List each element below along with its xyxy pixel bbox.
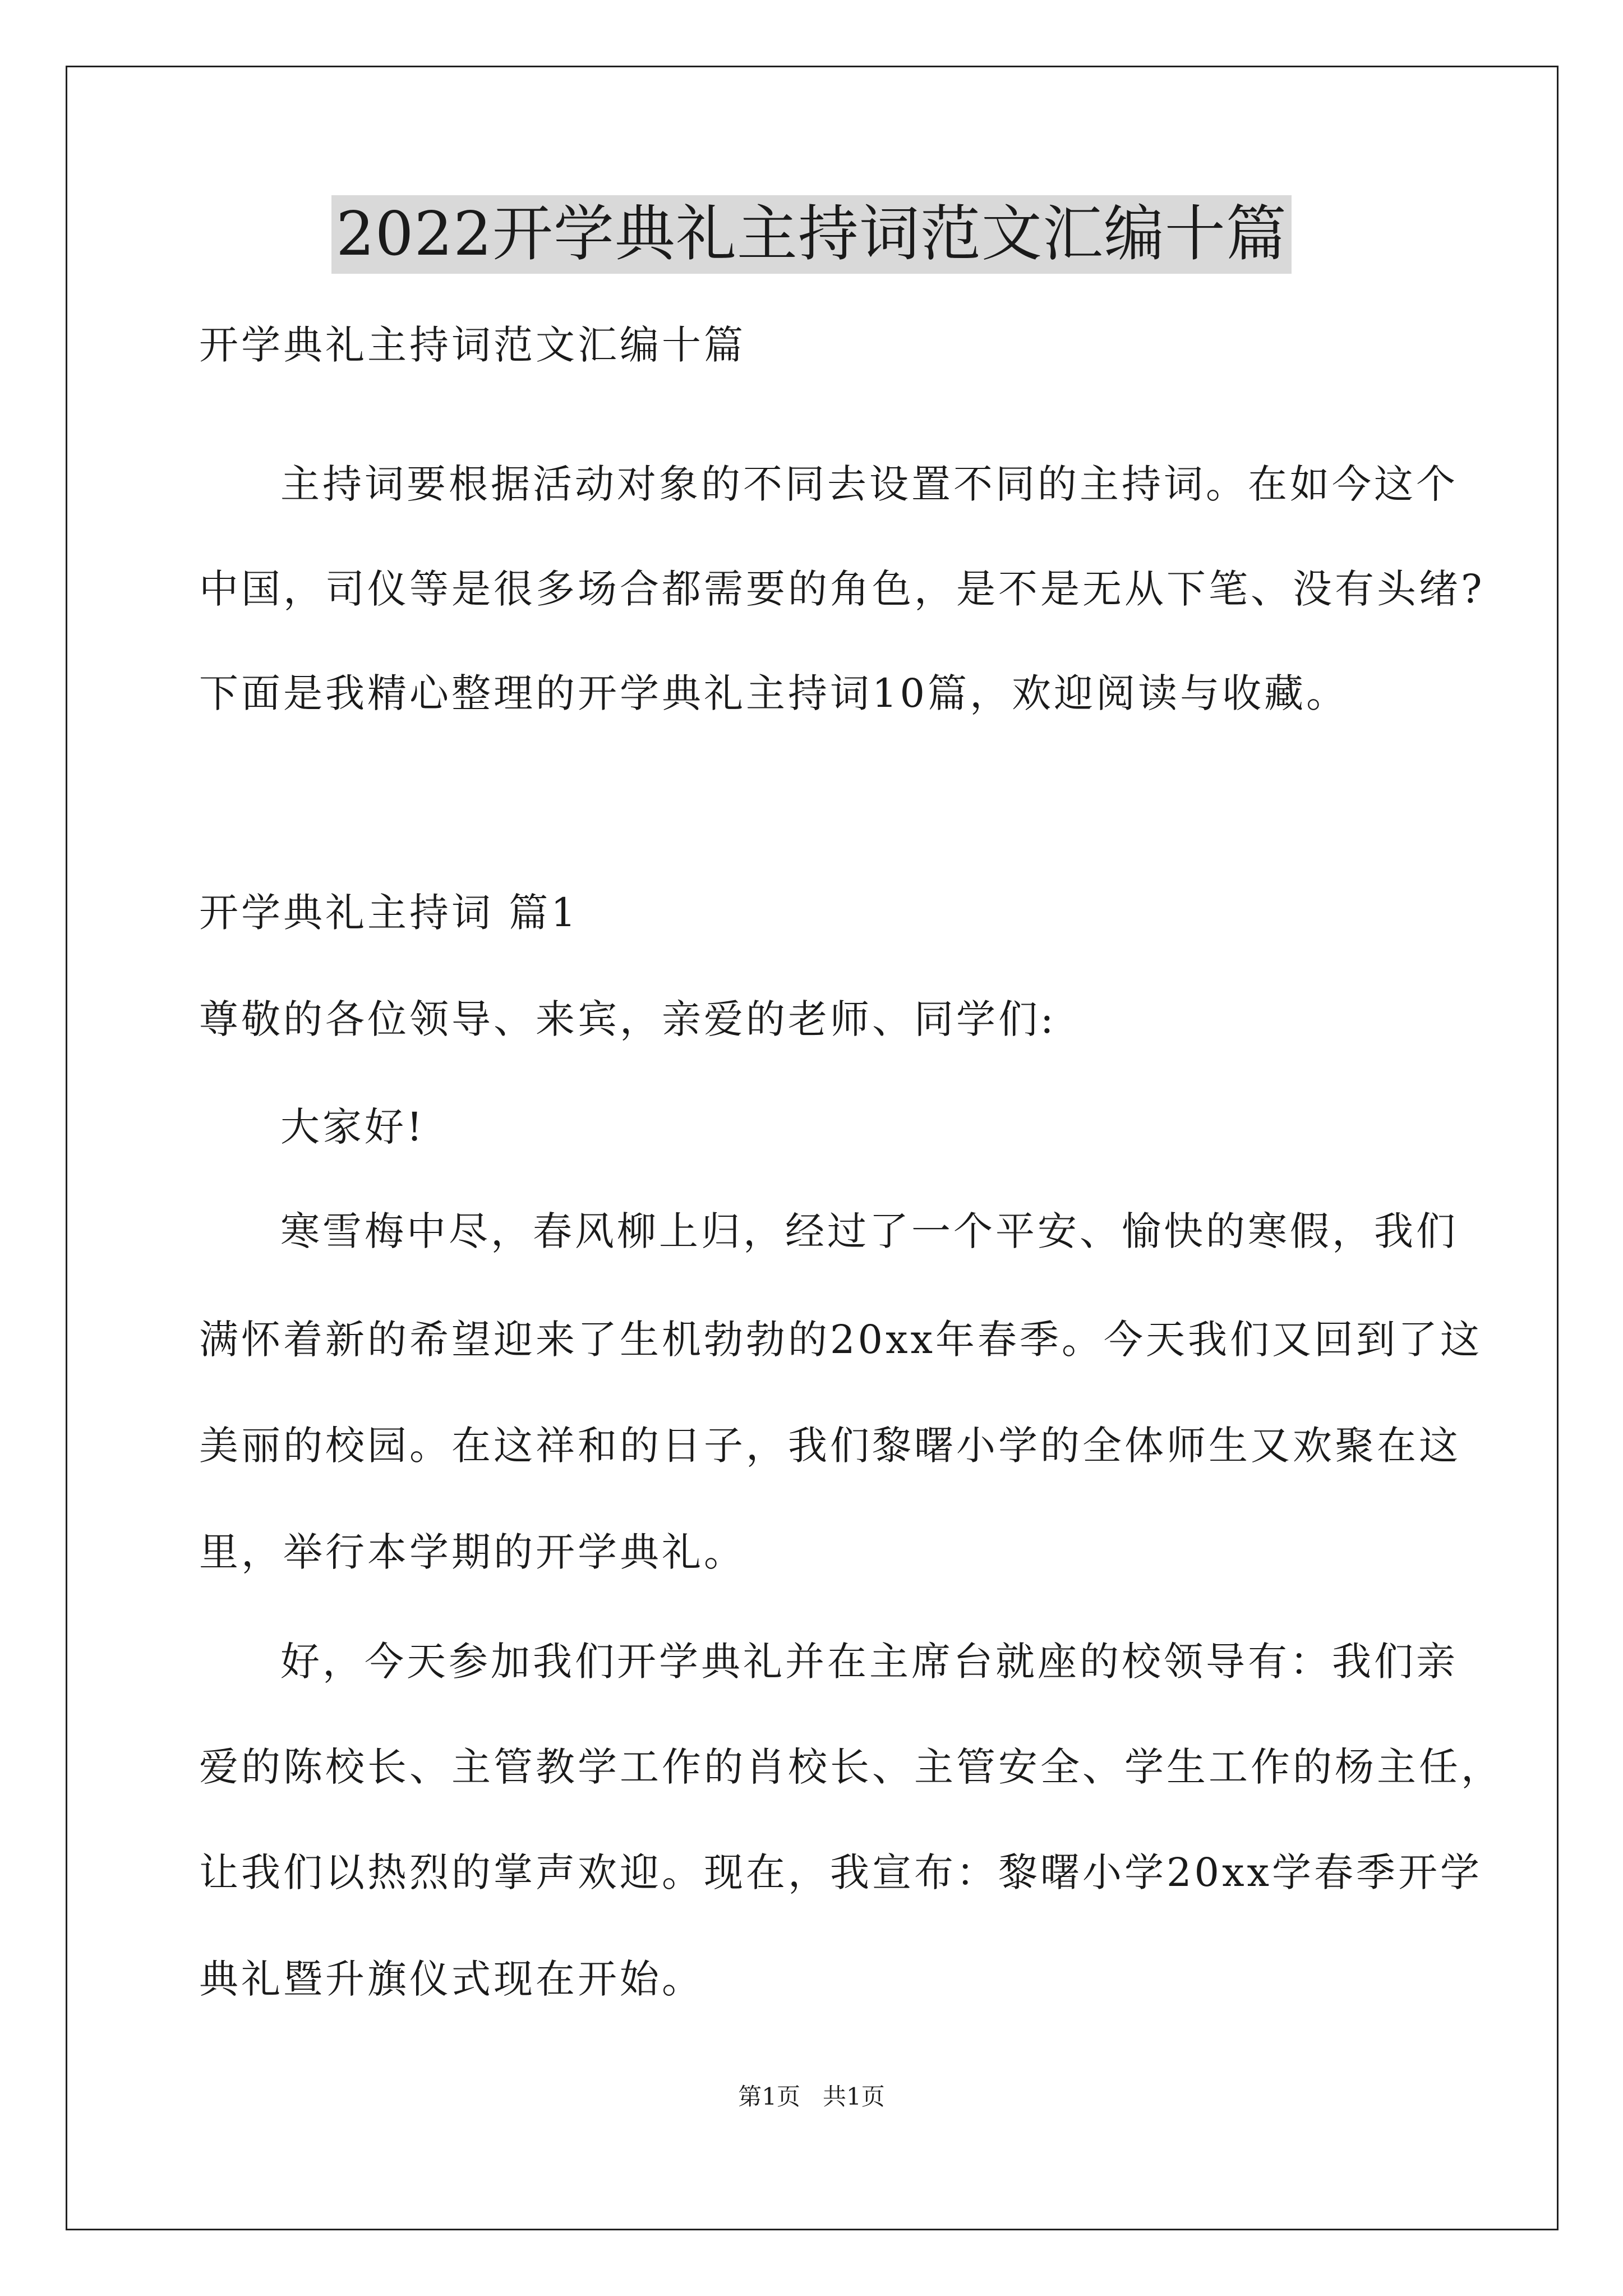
paragraph-line: 爱的陈校长、主管教学工作的肖校长、主管安全、学生工作的杨主任， [199,1744,1503,1790]
intro-line: 中国，司仪等是很多场合都需要的角色，是不是无从下笔、没有头绪? [199,566,1485,612]
intro-line: 下面是我精心整理的开学典礼主持词10篇，欢迎阅读与收藏。 [199,670,1349,716]
paragraph-line: 让我们以热烈的掌声欢迎。现在，我宣布：黎曙小学20xx学春季开学 [199,1849,1483,1895]
paragraph-line: 典礼暨升旗仪式现在开始。 [199,1956,704,2002]
paragraph-line: 寒雪梅中尽，春风柳上归，经过了一个平安、愉快的寒假，我们 [280,1208,1458,1254]
paragraph-line: 里，举行本学期的开学典礼。 [199,1529,746,1575]
page-number-total: 共1页 [823,2083,885,2110]
paragraph-line: 满怀着新的希望迎来了生机勃勃的20xx年春季。今天我们又回到了这 [199,1317,1483,1363]
salutation: 尊敬的各位领导、来宾，亲爱的老师、同学们: [199,996,1057,1042]
section-heading: 开学典礼主持词 篇1 [199,890,579,936]
title-container [0,195,1623,274]
page-number-current: 第1页 [738,2083,800,2110]
document-title: 2022开学典礼主持词范文汇编十篇 [331,195,1292,274]
document-subtitle: 开学典礼主持词范文汇编十篇 [199,322,746,368]
intro-line: 主持词要根据活动对象的不同去设置不同的主持词。在如今这个 [280,461,1458,507]
paragraph-line: 美丽的校园。在这祥和的日子，我们黎曙小学的全体师生又欢聚在这 [199,1423,1461,1469]
page-footer [0,2081,1623,2113]
paragraph-line: 好，今天参加我们开学典礼并在主席台就座的校领导有：我们亲 [280,1639,1458,1685]
greeting: 大家好! [280,1104,426,1150]
